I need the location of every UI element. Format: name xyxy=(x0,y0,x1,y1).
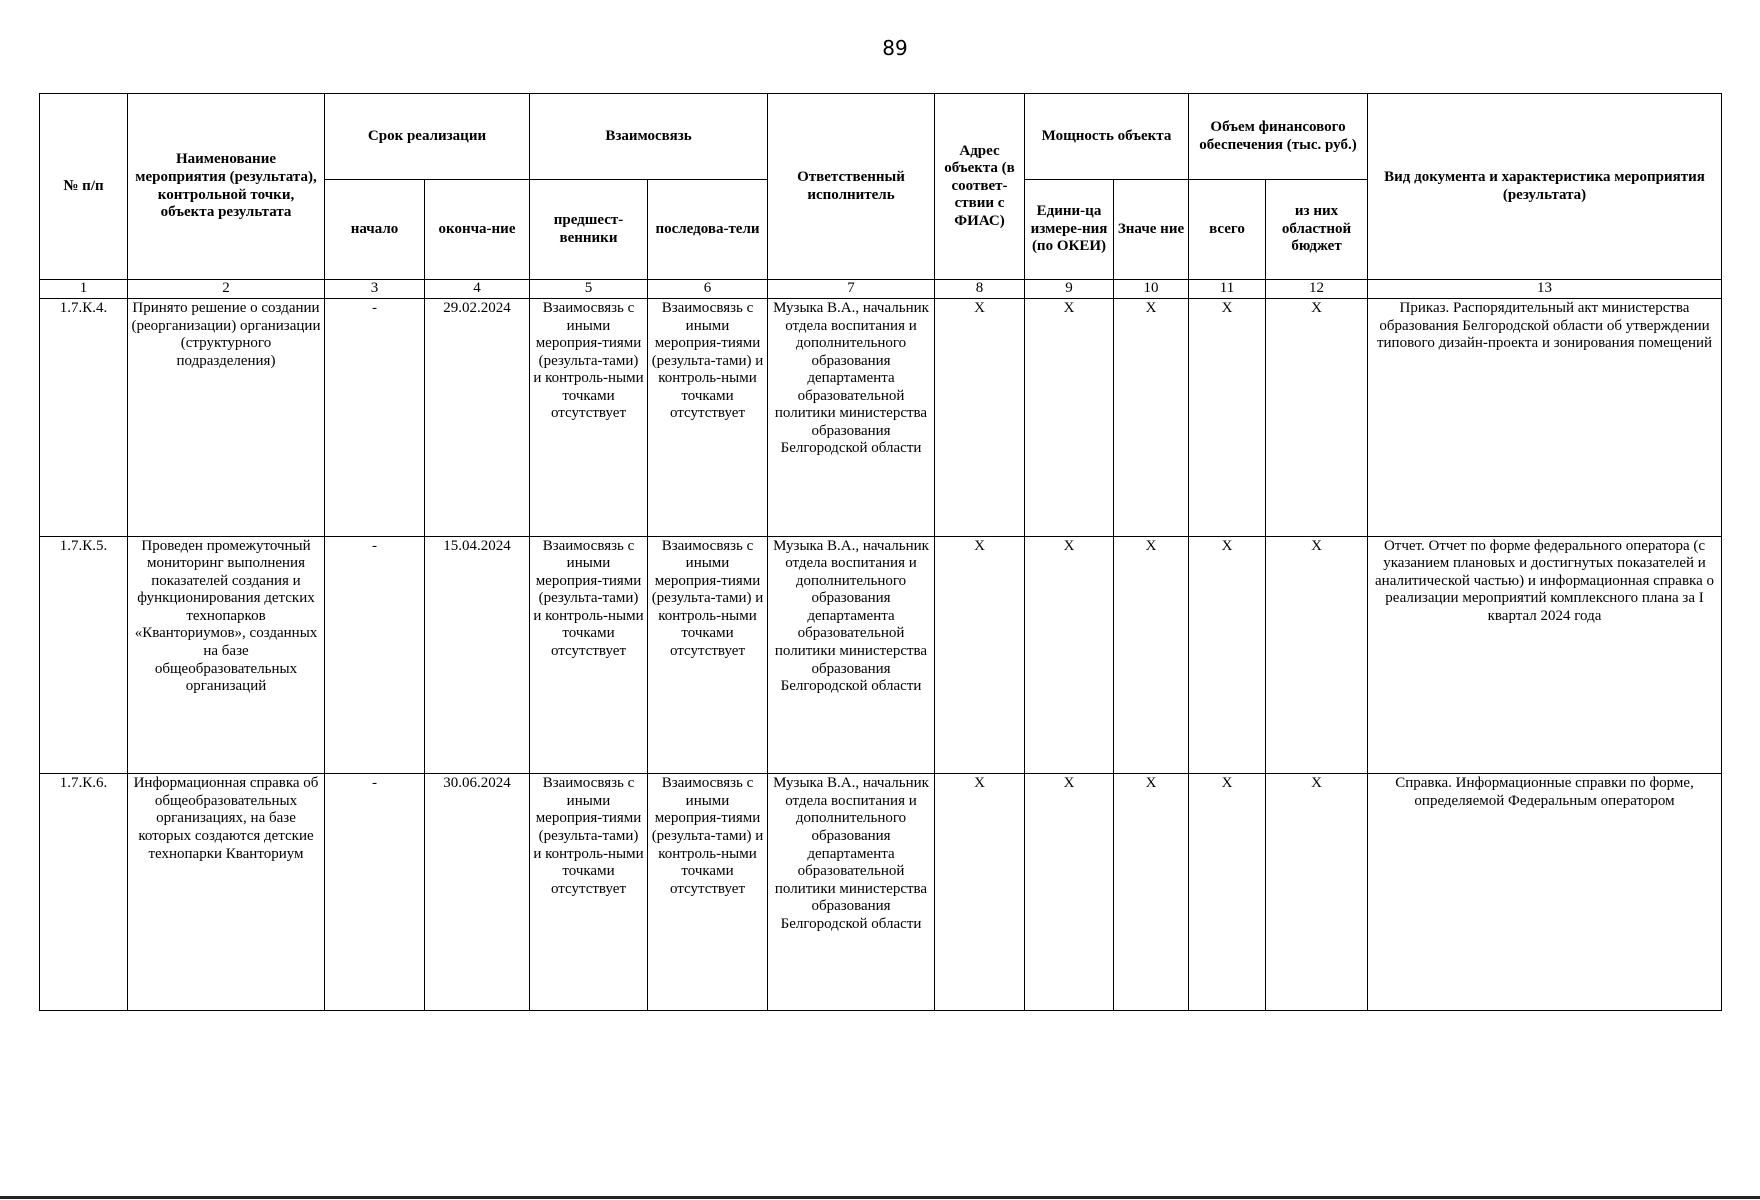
column-number: 3 xyxy=(325,280,425,299)
row-num: 1.7.К.6. xyxy=(40,774,128,1011)
table-header xyxy=(40,94,1722,299)
row-next: Взаимосвязь с иными мероприя-тиями (результа-тами) и контроль-ными точками отсутствует xyxy=(648,299,768,537)
header-term-start: начало xyxy=(325,180,425,280)
row-start: - xyxy=(325,536,425,774)
column-number: 4 xyxy=(425,280,530,299)
row-total: X xyxy=(1189,536,1266,774)
header-link-next: последова-тели xyxy=(648,180,768,280)
row-pred: Взаимосвязь с иными мероприя-тиями (результа-тами) и контроль-ными точками отсутствует xyxy=(530,536,648,774)
row-address: X xyxy=(935,299,1025,537)
row-address: X xyxy=(935,536,1025,774)
row-regional: X xyxy=(1266,774,1368,1011)
header-link: Взаимосвязь xyxy=(530,94,768,180)
column-number: 8 xyxy=(935,280,1025,299)
column-number: 13 xyxy=(1368,280,1722,299)
row-doc: Приказ. Распорядительный акт министерства образования Белгородской области об утверждении типового дизайн-проекта и зонирования помещений xyxy=(1368,299,1722,537)
row-unit: X xyxy=(1025,299,1114,537)
header-capacity-unit: Едини-ца измере-ния (по ОКЕИ) xyxy=(1025,180,1114,280)
header-finance-regional: из них областной бюджет xyxy=(1266,180,1368,280)
header-finance: Объем финансового обеспечения (тыс. руб.) xyxy=(1189,94,1368,180)
header-finance-total: всего xyxy=(1189,180,1266,280)
table-row xyxy=(40,299,1722,537)
column-number: 1 xyxy=(40,280,128,299)
row-responsible: Музыка В.А., начальник отдела воспитания и дополнительного образования департамента образовательной политики министерства образования Белгородской области xyxy=(768,536,935,774)
row-total: X xyxy=(1189,774,1266,1011)
column-number: 7 xyxy=(768,280,935,299)
row-next: Взаимосвязь с иными мероприя-тиями (результа-тами) и контроль-ными точками отсутствует xyxy=(648,774,768,1011)
row-value: X xyxy=(1114,536,1189,774)
plan-table xyxy=(39,93,1722,1011)
row-num: 1.7.К.5. xyxy=(40,536,128,774)
row-num: 1.7.К.4. xyxy=(40,299,128,537)
column-number: 5 xyxy=(530,280,648,299)
row-value: X xyxy=(1114,774,1189,1011)
header-term: Срок реализации xyxy=(325,94,530,180)
row-value: X xyxy=(1114,299,1189,537)
row-regional: X xyxy=(1266,536,1368,774)
header-address: Адрес объекта (в соответ-ствии с ФИАС) xyxy=(935,94,1025,280)
row-responsible: Музыка В.А., начальник отдела воспитания и дополнительного образования департамента образовательной политики министерства образования Белгородской области xyxy=(768,774,935,1011)
row-responsible: Музыка В.А., начальник отдела воспитания и дополнительного образования департамента образовательной политики министерства образования Белгородской области xyxy=(768,299,935,537)
row-address: X xyxy=(935,774,1025,1011)
header-name: Наименование мероприятия (результата), контрольной точки, объекта результата xyxy=(128,94,325,280)
row-regional: X xyxy=(1266,299,1368,537)
row-unit: X xyxy=(1025,536,1114,774)
row-doc: Справка. Информационные справки по форме, определяемой Федеральным оператором xyxy=(1368,774,1722,1011)
column-number: 12 xyxy=(1266,280,1368,299)
column-number: 9 xyxy=(1025,280,1114,299)
row-name: Информационная справка об общеобразовательных организациях, на базе которых создаются детские технопарки Кванториум xyxy=(128,774,325,1011)
row-name: Принято решение о создании (реорганизации) организации (структурного подразделения) xyxy=(128,299,325,537)
header-link-pred: предшест-венники xyxy=(530,180,648,280)
column-number: 2 xyxy=(128,280,325,299)
header-doc: Вид документа и характеристика мероприятия (результата) xyxy=(1368,94,1722,280)
header-responsible: Ответственный исполнитель xyxy=(768,94,935,280)
table-row xyxy=(40,774,1722,1011)
row-pred: Взаимосвязь с иными мероприя-тиями (результа-тами) и контроль-ными точками отсутствует xyxy=(530,774,648,1011)
column-number: 6 xyxy=(648,280,768,299)
page-bottom-divider xyxy=(0,1196,1760,1199)
table-body xyxy=(40,299,1722,1011)
row-name: Проведен промежуточный мониторинг выполнения показателей создания и функционирования детских технопарков «Кванториумов», созданных на базе общеобразовательных организаций xyxy=(128,536,325,774)
row-end: 29.02.2024 xyxy=(425,299,530,537)
header-capacity: Мощность объекта xyxy=(1025,94,1189,180)
row-end: 30.06.2024 xyxy=(425,774,530,1011)
row-doc: Отчет. Отчет по форме федерального оператора (с указанием плановых и достигнутых показателей и аналитической частью) и информационная справка о реализации мероприятий комплексного плана за I квартал 2024 года xyxy=(1368,536,1722,774)
header-term-end: оконча-ние xyxy=(425,180,530,280)
header-num: № п/п xyxy=(40,94,128,280)
row-pred: Взаимосвязь с иными мероприя-тиями (результа-тами) и контроль-ными точками отсутствует xyxy=(530,299,648,537)
page-number: 89 xyxy=(882,36,908,60)
column-number: 10 xyxy=(1114,280,1189,299)
row-end: 15.04.2024 xyxy=(425,536,530,774)
row-next: Взаимосвязь с иными мероприя-тиями (результа-тами) и контроль-ными точками отсутствует xyxy=(648,536,768,774)
column-number: 11 xyxy=(1189,280,1266,299)
row-start: - xyxy=(325,299,425,537)
row-unit: X xyxy=(1025,774,1114,1011)
column-number-row xyxy=(40,280,1722,299)
table-row xyxy=(40,536,1722,774)
row-start: - xyxy=(325,774,425,1011)
row-total: X xyxy=(1189,299,1266,537)
header-capacity-value: Значе ние xyxy=(1114,180,1189,280)
